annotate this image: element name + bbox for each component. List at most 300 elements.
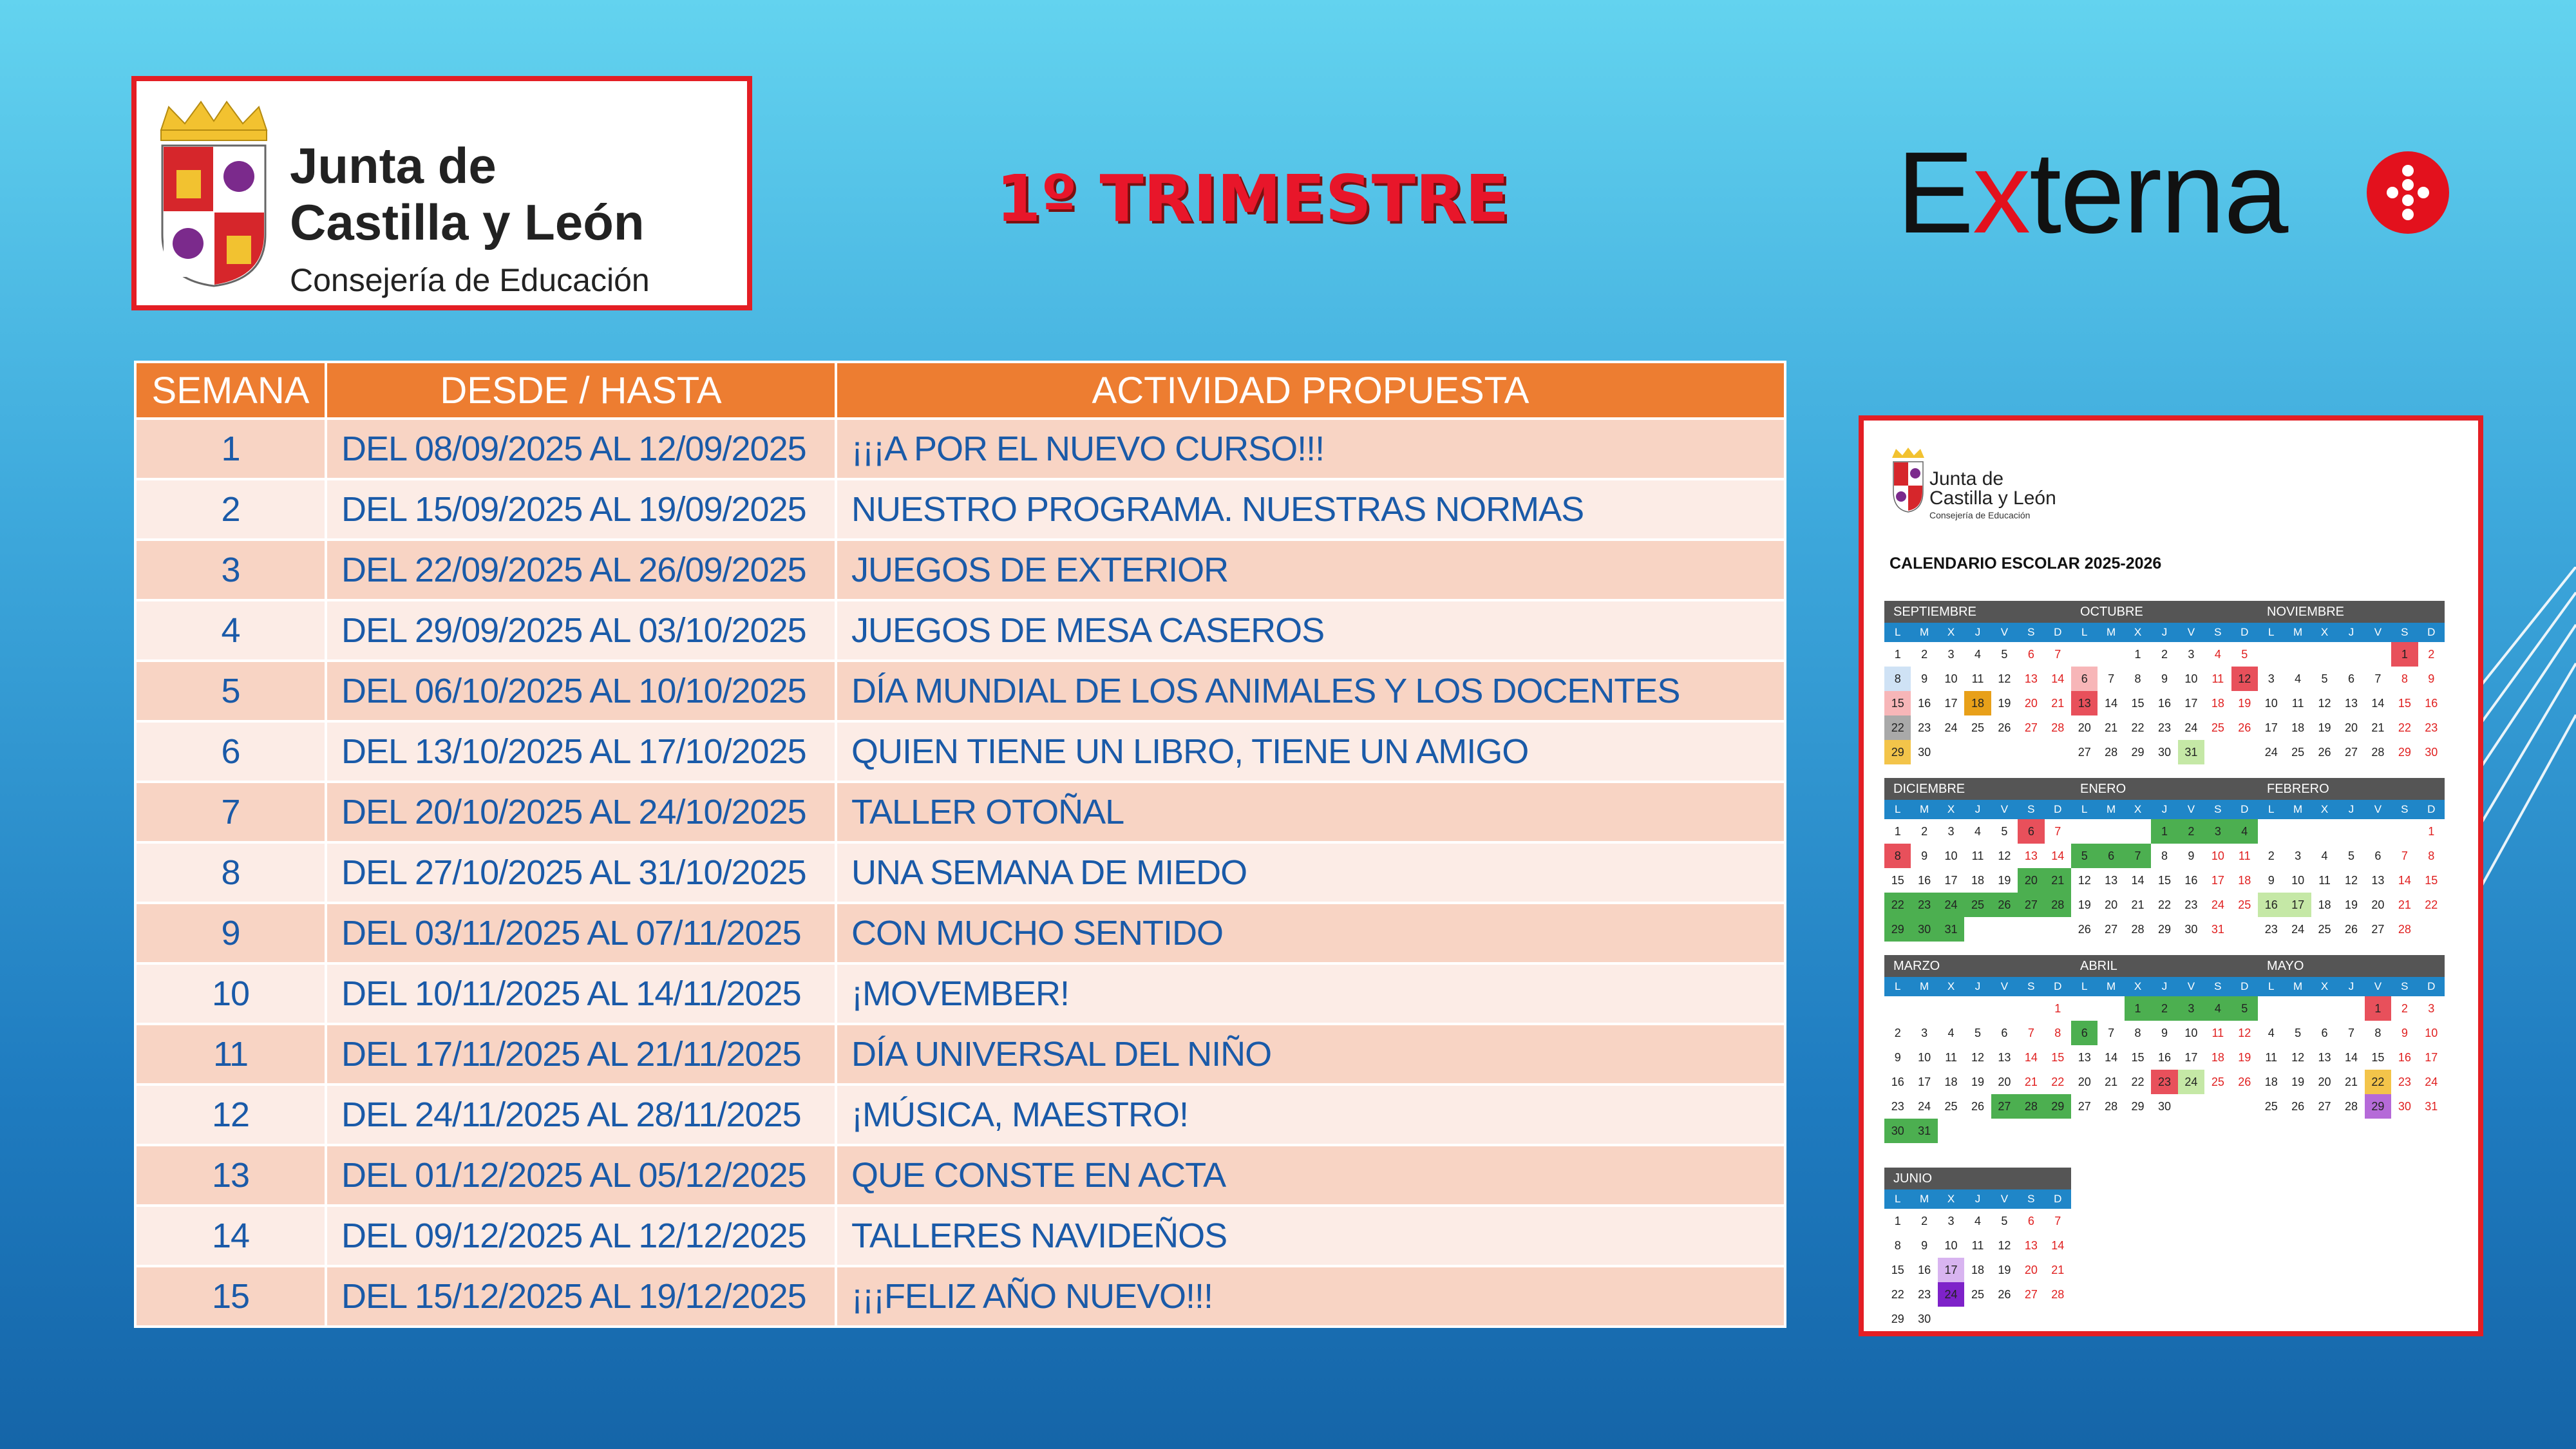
calendar-day: 4	[1947, 1027, 1955, 1039]
weekday-header	[2258, 800, 2445, 819]
week-cell: 11	[135, 1024, 326, 1084]
week-cell: 12	[135, 1084, 326, 1145]
activity-cell: QUE CONSTE EN ACTA	[836, 1145, 1785, 1206]
calendar-day: 30	[1911, 917, 1937, 942]
weekday-label: J	[2161, 803, 2168, 815]
calendar-day: 22	[2157, 898, 2171, 911]
calendar-day: 5	[2001, 1215, 2008, 1227]
weekday-label: L	[2268, 626, 2275, 638]
weekday-label: V	[2000, 626, 2009, 638]
calendar-day: 13	[1998, 1051, 2011, 1064]
weekday-label: M	[2293, 626, 2303, 638]
weekday-label: V	[2187, 626, 2195, 638]
day-grid	[2258, 819, 2445, 942]
weekday-label: J	[2348, 626, 2354, 638]
weekday-label: V	[2000, 803, 2009, 815]
calendar-day: 18	[1964, 691, 1991, 715]
calendar-day: 7	[2054, 648, 2061, 661]
table-row	[135, 479, 1785, 540]
weekday-label: J	[1975, 803, 1981, 815]
calendar-day: 26	[1991, 893, 2018, 917]
calendar-day: 30	[2398, 1100, 2411, 1113]
weekday-label: D	[2054, 626, 2062, 638]
calendar-day: 12	[2238, 1027, 2251, 1039]
calendar-day: 25	[2291, 746, 2305, 759]
calendar-day: 6	[2071, 1021, 2098, 1045]
dates-cell: DEL 15/09/2025 AL 19/09/2025	[326, 479, 836, 540]
decorative-lines	[2473, 567, 2576, 902]
calendar-day: 20	[2318, 1075, 2331, 1088]
calendar-day: 8	[2054, 1027, 2061, 1039]
empty-day	[2338, 996, 2364, 1021]
calendar-day: 10	[1944, 849, 1958, 862]
calendar-day: 7	[2054, 825, 2061, 838]
calendar-day: 17	[2211, 874, 2224, 887]
calendar-day: 19	[2344, 898, 2358, 911]
weekday-label: X	[1947, 803, 1955, 815]
dates-cell: DEL 13/10/2025 AL 17/10/2025	[326, 721, 836, 782]
calendar-day: 4	[1974, 1215, 1981, 1227]
calendar-day: 24	[1938, 1282, 1964, 1307]
empty-day	[2311, 996, 2338, 1021]
week-cell: 6	[135, 721, 326, 782]
calendar-day: 24	[2264, 746, 2278, 759]
calendar-day: 8	[2161, 849, 2168, 862]
calendar-day: 13	[2371, 874, 2385, 887]
weekday-label: S	[2027, 980, 2035, 992]
calendar-day: 11	[2211, 672, 2224, 685]
calendar-day: 12	[2344, 874, 2358, 887]
externa-suffix: terna	[2029, 128, 2287, 258]
day-grid	[2071, 819, 2258, 942]
month-febrero	[2258, 778, 2445, 942]
calendar-day: 29	[2365, 1094, 2391, 1119]
calendar-day: 4	[2204, 996, 2231, 1021]
weekday-label: X	[2320, 980, 2329, 992]
week-cell: 3	[135, 540, 326, 600]
empty-day	[2284, 996, 2311, 1021]
calendar-day: 25	[2318, 923, 2331, 936]
calendar-day: 9	[1921, 849, 1928, 862]
calendar-day: 17	[2184, 697, 2198, 710]
calendar-day: 19	[1998, 874, 2011, 887]
calendar-day: 1	[2391, 642, 2418, 667]
calendar-day: 15	[2051, 1051, 2065, 1064]
weekday-label: D	[2427, 626, 2436, 638]
calendar-day: 22	[2051, 1075, 2065, 1088]
weekday-label: J	[1975, 626, 1981, 638]
calendar-day: 8	[1884, 844, 1911, 868]
weekday-label: L	[2268, 803, 2275, 815]
calendar-day: 7	[2401, 849, 2408, 862]
empty-day	[2365, 819, 2391, 844]
month-enero	[2071, 778, 2258, 942]
calendar-day: 10	[2211, 849, 2224, 862]
calendar-day: 17	[2184, 1051, 2198, 1064]
day-grid	[1884, 996, 2071, 1143]
calendar-day: 14	[2131, 874, 2145, 887]
calendar-day: 27	[2371, 923, 2385, 936]
calendar-day: 28	[2344, 1100, 2358, 1113]
day-grid	[2258, 996, 2445, 1119]
weekday-label: V	[2000, 980, 2009, 992]
calendar-day: 8	[2428, 849, 2435, 862]
calendar-day: 31	[2425, 1100, 2438, 1113]
calendar-day: 20	[2024, 697, 2038, 710]
calendar-day: 24	[2211, 898, 2224, 911]
empty-day	[2311, 642, 2338, 667]
calendar-day: 29	[2131, 1100, 2145, 1113]
dates-cell: DEL 27/10/2025 AL 31/10/2025	[326, 842, 836, 903]
calendar-day: 20	[2105, 898, 2118, 911]
calendar-day: 22	[1891, 1288, 1904, 1301]
calendar-day: 10	[2291, 874, 2305, 887]
calendar-day: 13	[2318, 1051, 2331, 1064]
calendar-day: 13	[2078, 1051, 2091, 1064]
calendar-day: 21	[2024, 1075, 2038, 1088]
calendar-day: 3	[1947, 1215, 1955, 1227]
table-row	[135, 963, 1785, 1024]
calendar-day: 25	[2264, 1100, 2278, 1113]
weekday-header	[2071, 977, 2258, 996]
calendar-day: 6	[2071, 667, 2098, 691]
calendar-day: 6	[2001, 1027, 2008, 1039]
calendar-day: 8	[1894, 1239, 1901, 1252]
week-cell: 10	[135, 963, 326, 1024]
weekday-label: J	[2348, 980, 2354, 992]
calendar-day: 17	[1938, 1258, 1964, 1282]
jcyl-line-1: Junta de	[290, 137, 497, 194]
calendar-day: 30	[1884, 1119, 1911, 1143]
calendar-day: 3	[2428, 1002, 2435, 1015]
empty-day	[2071, 642, 2098, 667]
calendar-day: 4	[1974, 825, 1981, 838]
weekday-label: L	[2081, 980, 2088, 992]
activity-cell: JUEGOS DE EXTERIOR	[836, 540, 1785, 600]
calendar-day: 11	[1971, 849, 1984, 862]
dates-cell: DEL 01/12/2025 AL 05/12/2025	[326, 1145, 836, 1206]
calendar-day: 4	[2268, 1027, 2275, 1039]
calendar-logo-line-1: Junta de	[1929, 468, 2004, 489]
calendar-day: 15	[2157, 874, 2171, 887]
calendar-day: 17	[2264, 721, 2278, 734]
calendar-day: 7	[2108, 1027, 2115, 1039]
calendar-day: 19	[2238, 697, 2251, 710]
table-row	[135, 1084, 1785, 1145]
week-cell: 15	[135, 1266, 326, 1327]
calendar-day: 31	[1911, 1119, 1937, 1143]
weekday-label: J	[1975, 980, 1981, 992]
calendar-day: 24	[1918, 1100, 1931, 1113]
calendar-day: 12	[2231, 667, 2258, 691]
calendar-day: 29	[1884, 917, 1911, 942]
table-row	[135, 1206, 1785, 1266]
calendar-day: 9	[2428, 672, 2435, 685]
empty-day	[2258, 996, 2284, 1021]
calendar-day: 12	[2291, 1051, 2305, 1064]
weekday-label: X	[1947, 1193, 1955, 1205]
dates-cell: DEL 20/10/2025 AL 24/10/2025	[326, 782, 836, 842]
calendar-day: 17	[2425, 1051, 2438, 1064]
table-header-row	[135, 362, 1785, 419]
empty-day	[2284, 819, 2311, 844]
calendar-day: 10	[1944, 1239, 1958, 1252]
month-name: MARZO	[1884, 955, 2071, 977]
calendar-day: 20	[2344, 721, 2358, 734]
calendar-day: 2	[2161, 648, 2168, 661]
calendar-day: 14	[2051, 849, 2065, 862]
calendar-day: 1	[2428, 825, 2435, 838]
header-activity: ACTIVIDAD PROPUESTA	[836, 362, 1785, 419]
month-abril	[2071, 955, 2258, 1119]
empty-day	[2338, 819, 2364, 844]
calendar-day: 23	[2264, 923, 2278, 936]
jcyl-line-3: Consejería de Educación	[290, 262, 650, 298]
calendar-day: 7	[2347, 1027, 2354, 1039]
calendar-day: 31	[2178, 740, 2204, 764]
calendar-day: 23	[1918, 721, 1931, 734]
weekday-label: M	[2107, 980, 2116, 992]
weekday-label: M	[1920, 1193, 1929, 1205]
weekday-label: M	[2293, 980, 2303, 992]
table-row	[135, 1145, 1785, 1206]
weekday-label: M	[2293, 803, 2303, 815]
day-grid	[2258, 642, 2445, 764]
month-name: SEPTIEMBRE	[1884, 601, 2071, 623]
empty-day	[2098, 819, 2124, 844]
week-cell: 2	[135, 479, 326, 540]
empty-day	[2125, 819, 2151, 844]
activity-cell: TALLERES NAVIDEÑOS	[836, 1206, 1785, 1266]
calendar-day: 4	[1974, 648, 1981, 661]
calendar-day: 9	[1894, 1051, 1901, 1064]
calendar-day: 22	[2398, 721, 2411, 734]
calendar-day: 6	[2027, 1215, 2034, 1227]
calendar-day: 20	[2078, 721, 2091, 734]
calendar-day: 10	[2264, 697, 2278, 710]
weekday-label: L	[2081, 803, 2088, 815]
calendar-day: 27	[2024, 721, 2038, 734]
empty-day	[2284, 642, 2311, 667]
calendar-day: 15	[2371, 1051, 2385, 1064]
calendar-day: 29	[2045, 1094, 2071, 1119]
calendar-day: 4	[2321, 849, 2328, 862]
week-cell: 8	[135, 842, 326, 903]
weekday-label: S	[2401, 626, 2409, 638]
calendar-day: 1	[1894, 825, 1901, 838]
weekday-header	[2071, 800, 2258, 819]
calendar-day: 25	[1971, 721, 1984, 734]
empty-day	[2071, 996, 2098, 1021]
calendar-day: 26	[1998, 1288, 2011, 1301]
month-name: NOVIEMBRE	[2258, 601, 2445, 623]
weekday-label: X	[2134, 980, 2142, 992]
activity-cell: DÍA MUNDIAL DE LOS ANIMALES Y LOS DOCENTES	[836, 661, 1785, 721]
weekday-label: L	[2081, 626, 2088, 638]
table-row	[135, 721, 1785, 782]
day-grid	[1884, 819, 2071, 942]
weekday-header	[2071, 623, 2258, 642]
calendar-day: 5	[2241, 648, 2248, 661]
month-junio	[1884, 1168, 2071, 1331]
calendar-day: 30	[2184, 923, 2198, 936]
calendar-day: 21	[2371, 721, 2385, 734]
calendar-day: 5	[1974, 1027, 1981, 1039]
calendar-day: 4	[2231, 819, 2258, 844]
calendar-day: 23	[2398, 1075, 2411, 1088]
calendar-day: 14	[2344, 1051, 2358, 1064]
externa-logo	[1897, 128, 2450, 258]
coat-of-arms-icon	[149, 93, 278, 292]
calendar-day: 26	[2238, 1075, 2251, 1088]
weekday-header	[2258, 977, 2445, 996]
calendar-day: 9	[2401, 1027, 2408, 1039]
calendar-day: 8	[2401, 672, 2408, 685]
calendar-day: 20	[2024, 1264, 2038, 1276]
calendar-day: 15	[2398, 697, 2411, 710]
weekday-label: V	[2374, 803, 2382, 815]
calendar-day: 16	[2184, 874, 2198, 887]
calendar-day: 29	[2131, 746, 2145, 759]
calendar-day: 11	[2265, 1051, 2278, 1064]
calendar-day: 6	[2374, 849, 2382, 862]
calendar-day: 5	[2231, 996, 2258, 1021]
weekday-label: S	[2027, 626, 2035, 638]
weekday-header	[1884, 800, 2071, 819]
month-marzo	[1884, 955, 2071, 1143]
month-mayo	[2258, 955, 2445, 1119]
calendar-day: 3	[2178, 996, 2204, 1021]
activity-cell: ¡¡¡A POR EL NUEVO CURSO!!!	[836, 419, 1785, 479]
calendar-day: 28	[2131, 923, 2145, 936]
month-diciembre	[1884, 778, 2071, 942]
calendar-day: 25	[2211, 721, 2224, 734]
calendar-day: 15	[2131, 697, 2145, 710]
calendar-day: 21	[2051, 697, 2065, 710]
weekday-label: J	[2161, 980, 2168, 992]
dates-cell: DEL 24/11/2025 AL 28/11/2025	[326, 1084, 836, 1145]
calendar-day: 8	[2374, 1027, 2382, 1039]
activity-table	[134, 361, 1786, 1328]
calendar-day: 25	[2211, 1075, 2224, 1088]
month-name: MAYO	[2258, 955, 2445, 977]
month-name: JUNIO	[1884, 1168, 2071, 1189]
calendar-day: 18	[2211, 1051, 2224, 1064]
dates-cell: DEL 17/11/2025 AL 21/11/2025	[326, 1024, 836, 1084]
calendar-day: 2	[1921, 825, 1928, 838]
table-row	[135, 600, 1785, 661]
calendar-day: 18	[2238, 874, 2251, 887]
calendar-day: 15	[1891, 874, 1904, 887]
weekday-label: D	[2427, 803, 2436, 815]
calendar-day: 14	[2371, 697, 2385, 710]
calendar-day: 3	[2204, 819, 2231, 844]
calendar-day: 5	[2295, 1027, 2302, 1039]
calendar-day: 21	[2398, 898, 2411, 911]
weekday-label: V	[2374, 980, 2382, 992]
weekday-label: S	[2027, 803, 2035, 815]
calendar-day: 3	[1947, 825, 1955, 838]
calendar-day: 19	[2318, 721, 2331, 734]
weekday-label: V	[2374, 626, 2382, 638]
calendar-day: 25	[1964, 893, 1991, 917]
calendar-day: 14	[2398, 874, 2411, 887]
calendar-day: 29	[2398, 746, 2411, 759]
weekday-label: X	[1947, 626, 1955, 638]
calendar-day: 9	[2268, 874, 2275, 887]
empty-day	[1991, 996, 2018, 1021]
calendar-day: 11	[2291, 697, 2304, 710]
calendar-day: 28	[2398, 923, 2411, 936]
weekday-label: D	[2054, 803, 2062, 815]
month-name: DICIEMBRE	[1884, 778, 2071, 800]
calendar-day: 1	[2125, 996, 2151, 1021]
table-row	[135, 1024, 1785, 1084]
weekday-label: V	[2187, 980, 2195, 992]
empty-day	[2098, 996, 2124, 1021]
empty-day	[1911, 996, 1937, 1021]
calendar-day: 23	[1918, 1288, 1931, 1301]
calendar-day: 14	[2024, 1051, 2038, 1064]
activity-cell: ¡MÚSICA, MAESTRO!	[836, 1084, 1785, 1145]
externa-x: x	[1973, 128, 2030, 258]
calendar-day: 23	[1911, 893, 1937, 917]
calendar-day: 16	[2398, 1051, 2411, 1064]
calendar-day: 16	[2157, 697, 2171, 710]
weekday-label: S	[2214, 626, 2222, 638]
calendar-day: 21	[2105, 721, 2118, 734]
calendar-day: 9	[2188, 849, 2195, 862]
jcyl-logo	[131, 76, 752, 310]
table-row	[135, 903, 1785, 963]
calendar-day: 28	[2105, 746, 2118, 759]
dates-cell: DEL 08/09/2025 AL 12/09/2025	[326, 419, 836, 479]
calendar-day: 11	[2318, 874, 2331, 887]
calendar-day: 28	[2051, 721, 2065, 734]
calendar-day: 22	[2131, 721, 2145, 734]
calendar-day: 12	[2318, 697, 2331, 710]
weekday-label: V	[2000, 1193, 2009, 1205]
calendar-day: 6	[2027, 648, 2034, 661]
calendar-day: 29	[1891, 1312, 1904, 1325]
day-grid	[2071, 996, 2258, 1119]
calendar-day: 28	[2045, 893, 2071, 917]
calendar-day: 27	[2105, 923, 2118, 936]
jcyl-line-2: Castilla y León	[290, 194, 645, 251]
dates-cell: DEL 10/11/2025 AL 14/11/2025	[326, 963, 836, 1024]
week-cell: 5	[135, 661, 326, 721]
calendar-day: 16	[1918, 697, 1931, 710]
weekday-label: J	[2348, 803, 2354, 815]
table-row	[135, 540, 1785, 600]
weekday-label: S	[2401, 980, 2409, 992]
calendar-day: 31	[2211, 923, 2224, 936]
empty-day	[1938, 996, 1964, 1021]
calendar-day: 24	[1938, 893, 1964, 917]
calendar-day: 5	[2001, 825, 2008, 838]
calendar-day: 15	[2425, 874, 2438, 887]
activity-cell: NUESTRO PROGRAMA. NUESTRAS NORMAS	[836, 479, 1785, 540]
calendar-day: 17	[2284, 893, 2311, 917]
weekday-label: M	[2107, 803, 2116, 815]
calendar-day: 27	[1991, 1094, 2018, 1119]
weekday-label: L	[1894, 803, 1901, 815]
weekday-label: V	[2187, 803, 2195, 815]
activity-cell: TALLER OTOÑAL	[836, 782, 1785, 842]
calendar-day: 22	[2365, 1070, 2391, 1094]
table-row	[135, 1266, 1785, 1327]
calendar-day: 30	[2425, 746, 2438, 759]
